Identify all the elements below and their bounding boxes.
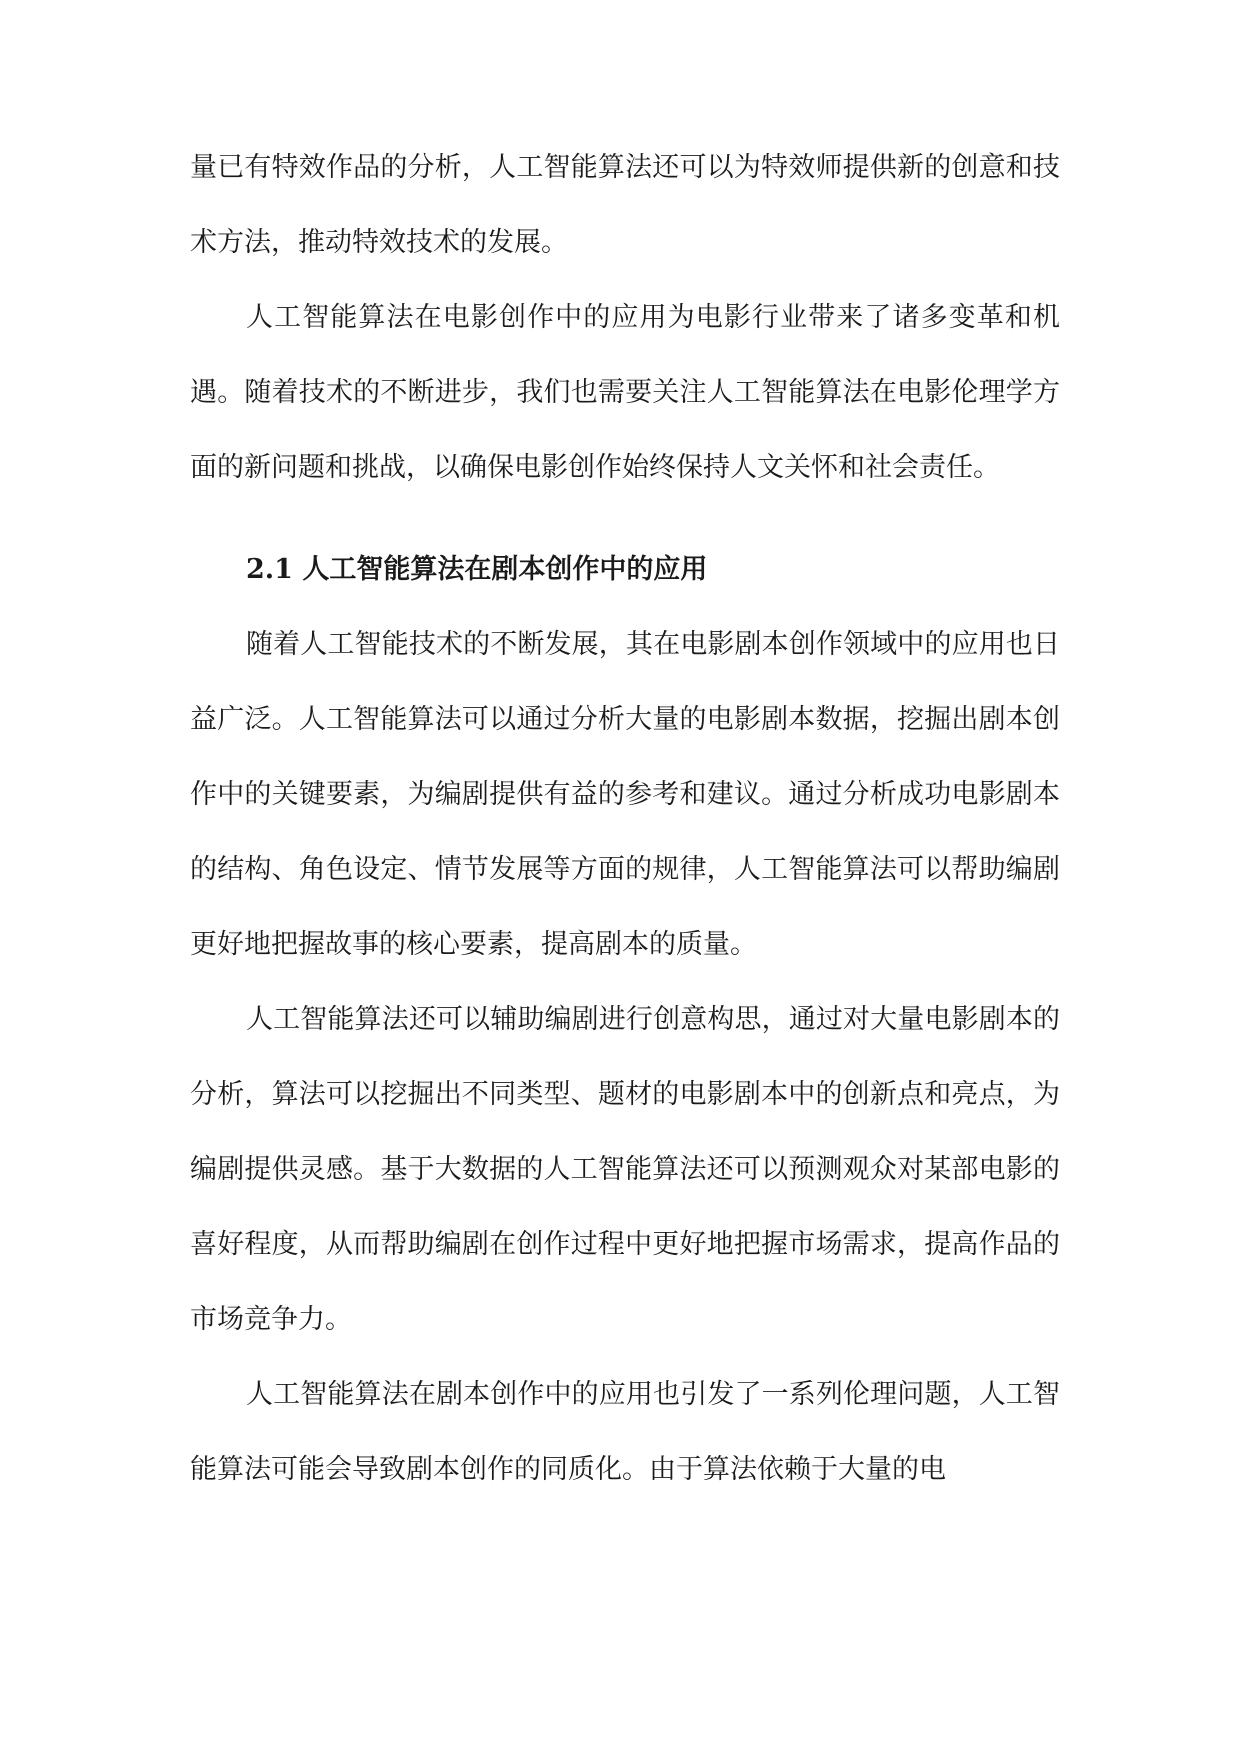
- document-page: [190, 130, 1060, 1507]
- intro-paragraph-continued: 量已有特效作品的分析，人工智能算法还可以为特效师提供新的创意和技术方法，推动特效技术的发展。: [190, 152, 1060, 258]
- summary-paragraph: 人工智能算法在电影创作中的应用为电影行业带来了诸多变革和机遇。随着技术的不断进步，我们也需要关注人工智能算法在电影伦理学方面的新问题和挑战，以确保电影创作始终保持人文关怀和社会责任。: [190, 302, 1060, 483]
- section-heading: 2.1 人工智能算法在剧本创作中的应用: [246, 554, 708, 585]
- section-paragraph-1: 随着人工智能技术的不断发展，其在电影剧本创作领域中的应用也日益广泛。人工智能算法可以通过分析大量的电影剧本数据，挖掘出剧本创作中的关键要素，为编剧提供有益的参考和建议。通过分析成功电影剧本的结构、角色设定、情节发展等方面的规律，人工智能算法可以帮助编剧更好地把握故事的核心要素，提高剧本的质量。: [190, 629, 1060, 960]
- section-paragraph-3: 人工智能算法在剧本创作中的应用也引发了一系列伦理问题，人工智能算法可能会导致剧本创作的同质化。由于算法依赖于大量的电: [190, 1379, 1060, 1485]
- section-paragraph-2: 人工智能算法还可以辅助编剧进行创意构思，通过对大量电影剧本的分析，算法可以挖掘出不同类型、题材的电影剧本中的创新点和亮点，为编剧提供灵感。基于大数据的人工智能算法还可以预测观众对某部电影的喜好程度，从而帮助编剧在创作过程中更好地把握市场需求，提高作品的市场竞争力。: [190, 1004, 1060, 1335]
